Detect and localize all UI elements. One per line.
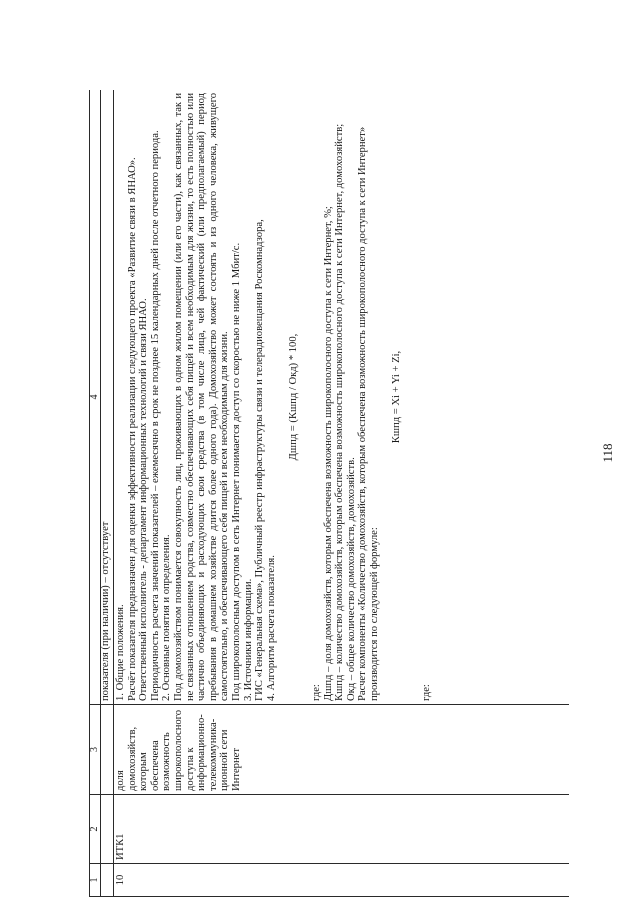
paragraph-component: Расчет компоненты «Количество домохозяйств, которым обеспечена возможность широкополосного доступа к сети Интернет» производится по следующей формуле: xyxy=(357,126,380,701)
indicator-code: ИТК1 xyxy=(114,795,570,864)
indicator-methodology xyxy=(114,90,570,705)
formula-share: Дшпд = (Кшпд / Окд) * 100, xyxy=(288,333,300,461)
name-line: возможность xyxy=(161,732,173,791)
name-line: телекоммуника- xyxy=(207,718,219,791)
name-line: доступа к xyxy=(184,747,196,791)
name-line: ционной сети xyxy=(219,729,231,791)
column-header-4: 4 xyxy=(90,90,101,705)
name-line: Интернет xyxy=(230,748,242,791)
section-general-title: 1. Общие положения. xyxy=(115,604,126,701)
definition-total: Окд – общее количество домохозяйств, домохозяйств. xyxy=(345,457,357,701)
name-line: широкополосного xyxy=(172,709,184,791)
paragraph-executor: Ответственный исполнитель - департамент информационных технологий и связи ЯНАО. xyxy=(138,298,150,701)
paragraph-sources: ГИС «Генеральная схема», Публичный реестр инфраструктуры связи и телерадиовещания Роскомнадзора, xyxy=(254,219,266,701)
name-line: которым xyxy=(138,752,150,791)
where-label: где: xyxy=(310,684,322,701)
name-line: обеспечена xyxy=(149,740,161,791)
definition-count: Кшпд – количество домохозяйств, которым обеспечена возможность широкополосного доступа к сети Интернет, домохозяйств; xyxy=(334,123,346,701)
section-algorithm-title: 4. Алгоритм расчета показателя. xyxy=(265,555,277,701)
page-number: 118 xyxy=(600,443,615,463)
table-row xyxy=(114,90,570,897)
indicator-table xyxy=(89,90,569,897)
definition-share: Дшпд – доля домохозяйств, которым обеспечена возможность широкополосного доступа к сети Интернет, %; xyxy=(322,206,334,701)
where-label-2: где: xyxy=(421,684,433,701)
paragraph-broadband: Под широкополосным доступом в сеть Интернет понимается доступ со скоростью не ниже 1 Мбит/с. xyxy=(230,242,242,701)
formula-count: Кшпд = Xi + Yi + Zi, xyxy=(391,350,403,444)
section-definitions-title: 2. Основные понятия и определения. xyxy=(161,534,173,701)
indicator-name xyxy=(114,705,570,795)
paragraph-purpose: Расчёт показателя предназначен для оценки эффективности реализации следующего проекта «Развитие связи в ЯНАО». xyxy=(126,157,138,701)
column-header-1: 1 xyxy=(90,864,101,897)
paragraph-household: Под домохозяйством понимается совокупность лиц, проживающих в одном жилом помещении (или его части), как связанных, так и не связанных отношением родства, совместно обеспечивающих себя пищей и всем необходимым для жизни, то есть полностью или частично объединяющих и расходующих свои средства (в том числе лица, чей фактический (или предполагаемый) период пребывания в домашнем хозяйстве длится более одного года). Домохозяйство может состоять и из одного человека, живущего самостоятельно, и обеспечивающего себя пищей и всем необходимым для жизни. xyxy=(172,93,231,701)
rotated-table-wrapper xyxy=(89,90,569,897)
column-header-3: 3 xyxy=(90,705,101,795)
column-number-row xyxy=(90,90,101,897)
section-sources-title: 3. Источники информации. xyxy=(242,578,254,701)
row-number: 10 xyxy=(114,864,570,897)
paragraph-periodicity: Периодичность расчета значений показателей – ежемесячно в срок не позднее 15 календарных дней после отчетного периода. xyxy=(149,130,161,701)
continuation-row xyxy=(101,90,114,897)
name-line: доля домохозяйств, xyxy=(115,726,138,791)
column-header-2: 2 xyxy=(90,795,101,864)
continuation-text: показателя (при наличии) – отсутствует xyxy=(101,90,114,705)
name-line: информационно- xyxy=(196,714,208,791)
